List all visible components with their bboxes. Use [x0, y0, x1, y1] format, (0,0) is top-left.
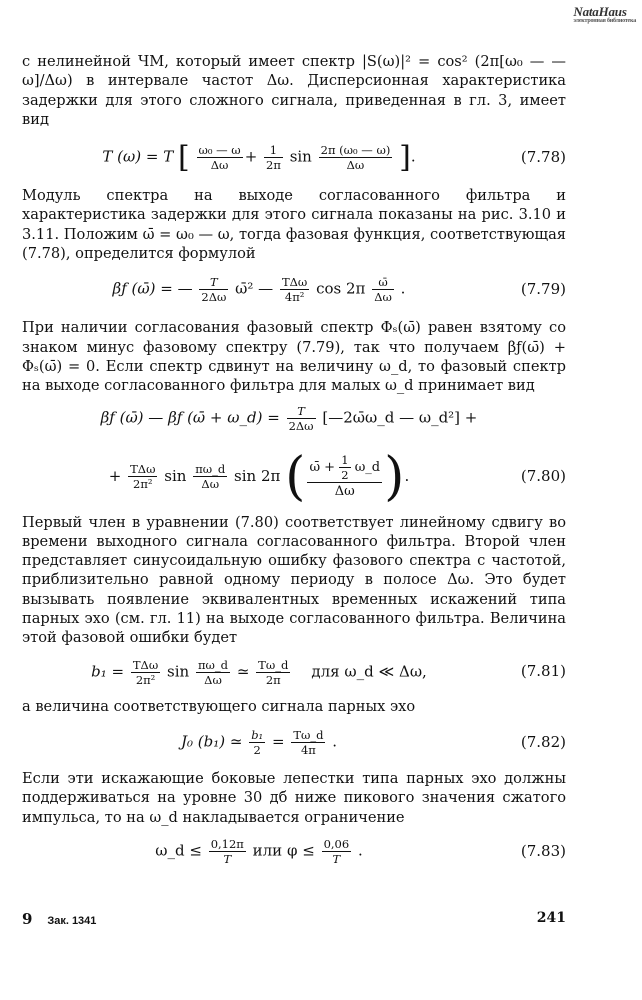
equation-7-82: J₀ (b₁) ≃ $\frac{\text{b₁}}{2}$ = $\frac{T\omega\_d}{4\pi}$ . (7.82) — [180, 727, 566, 757]
eq781-condition: для ω_d ≪ Δω, — [311, 662, 427, 681]
eq781-frac1: $\frac{\text{TΔω}}{\text{2π²}}$ — [132, 657, 159, 687]
eq779-frac1: $\frac{T}{2\Delta\omega}$ — [201, 275, 227, 305]
eq783-frac1: $\frac{0,12\pi}{T}$ — [210, 836, 244, 866]
eq779-frac3: $\frac{\omegā}{\Delta\omega}$ — [374, 275, 392, 305]
paragraph-1: с нелинейной ЧМ, который имеет спектр |S(ω)|² = cos² (2π[ω₀ — — ω]/Δω) в интервале частот Δω. Дисперсионная характеристика задержки для этого сложного сигнала, приведенная в гл. 3, имеет вид — [22, 53, 566, 128]
signature-mark: 9 — [22, 910, 33, 928]
paragraph-4: Первый член в уравнении (7.80) соответствует линейному сдвигу во времени выходного сигнала согласованного фильтра. Второй член представляет синусоидальную ошибку фазового спектра с частотой, приблизительно равной одному периоду в полосе Δω. Это будет вызывать появление эквивалентных временных искажений типа парных эхо (см. гл. 11) на выходе согласованного фильтра. Величина этой фазовой ошибки будет — [22, 513, 566, 647]
eq780-lhs: βƒ (ω̄) — βƒ (ω̄ + ω_d) = — [100, 408, 280, 427]
page-number: 241 — [536, 910, 566, 926]
page-body — [22, 52, 566, 866]
eq779-number: (7.79) — [520, 280, 566, 299]
eq781-frac2: $\frac{\pi\omega\_d}{\Delta\omega}$ — [197, 657, 229, 687]
equation-7-81: b₁ = $\frac{\text{TΔω}}{\text{2π²}}$ sin $\frac{\pi\omega\_d}{\Delta\omega}$ ≃ $\frac{T\omega\_d}{2\pi}$ для ω_d ≪ Δω, (7.81) — [91, 657, 566, 687]
equation-7-80-line2: + $\frac{\text{TΔω}}{\text{2π²}}$ sin $\frac{\pi\omega\_d}{\Delta\omega}$ sin 2π ( ω̄ + $\frac{1}{2}$ ω_d Δω ). (7.80) — [108, 446, 566, 507]
paragraph-2: Модуль спектра на выходе согласованного фильтра и характеристика задержки для этого сигнала показаны на рис. 3.10 и 3.11. Положим ω̄ = ω₀ — ω, тогда фазовая функция, соответствующая (7.78), определится формулой — [22, 187, 566, 263]
eq782-frac2: $\frac{T\omega\_d}{4\pi}$ — [293, 727, 324, 757]
equation-7-79: βƒ (ω̄) = — $\frac{T}{2\Delta\omega}$ ω̄² — $\frac{\text{TΔω}}{\text{4π²}}$ cos 2π $\frac{\omegā}{\Delta\omega}$ . (7.79) — [112, 275, 566, 305]
page-footer — [22, 910, 566, 928]
eq780-frac4: ω̄ + $\frac{1}{2}$ ω_d Δω — [309, 452, 381, 499]
paragraph-3: При наличии согласования фазовый спектр Φₛ(ω̄) равен взятому со знаком минус фазовому спектру (7.79), так что получаем βƒ(ω̄) + Φₛ(ω̄) = 0. Если спектр сдвинут на величину ω_d, то фазовый спектр на выходе согласованного фильтра для малых ω_d принимает вид — [22, 319, 566, 395]
eq779-cos: cos 2π — [316, 279, 366, 298]
eq778-lhs: T (ω) = T — [102, 147, 174, 166]
eq782-frac1: $\frac{\text{b₁}}{2}$ — [251, 727, 264, 757]
equation-7-80-line1 — [22, 404, 566, 433]
eq780-number: (7.80) — [520, 466, 566, 485]
paragraph-6: Если эти искажающие боковые лепестки типа парных эхо должны поддерживаться на уровне 30 дб ниже пикового значения сжатого импульса, то на ω_d накладывается ограничение — [22, 769, 566, 826]
eq778-frac1: $\frac{\text{ω₀ — ω}}{\Delta\omega}$ — [198, 143, 241, 173]
eq779-mid: ω̄² — — [235, 279, 274, 298]
order-label: Зак. 1341 — [47, 915, 97, 927]
eq780-frac2: $\frac{\text{TΔω}}{\text{2π²}}$ — [130, 462, 156, 492]
eq778-number: (7.78) — [520, 148, 566, 167]
eq780-rhs: [—2ω̄ω_d — ω_d²] + — [322, 408, 478, 427]
equation-7-78: T (ω) = T [ $\frac{\text{ω₀ — ω}}{\Delta\omega}$ + $\frac{1}{2\pi}$ sin $\frac{\text{2π (ω₀ — ω)}}{\Delta\omega}$ ]. (7.78) — [102, 140, 566, 176]
watermark-logo — [573, 4, 636, 24]
eq781-number: (7.81) — [520, 662, 566, 681]
equation-7-83: ω_d ≤ $\frac{0,12\pi}{T}$ или φ ≤ $\frac{0,06}{T}$ . (7.83) — [155, 836, 566, 866]
eq783-frac2: $\frac{0,06}{T}$ — [323, 836, 350, 866]
eq782-number: (7.82) — [520, 732, 566, 751]
paragraph-5: а величина соответствующего сигнала парных эхо — [22, 697, 416, 715]
watermark-tagline: электронная библиотека — [573, 18, 636, 24]
eq780-frac3: $\frac{\pi\omega\_d}{\Delta\omega}$ — [195, 462, 226, 492]
eq778-sin: sin — [289, 147, 312, 166]
eq778-frac3: $\frac{\text{2π (ω₀ — ω)}}{\Delta\omega}$ — [320, 143, 391, 173]
eq778-frac2: $\frac{1}{2\pi}$ — [266, 143, 281, 173]
eq779-frac2: $\frac{\text{TΔω}}{\text{4π²}}$ — [281, 275, 308, 305]
eq781-frac3: $\frac{T\omega\_d}{2\pi}$ — [258, 657, 289, 687]
eq779-lhs: βƒ (ω̄) = — — [112, 279, 193, 298]
eq783-number: (7.83) — [520, 841, 566, 860]
watermark-brand: NataHaus — [573, 4, 627, 19]
eq780-frac1: $\frac{T}{2\Delta\omega}$ — [288, 403, 314, 433]
